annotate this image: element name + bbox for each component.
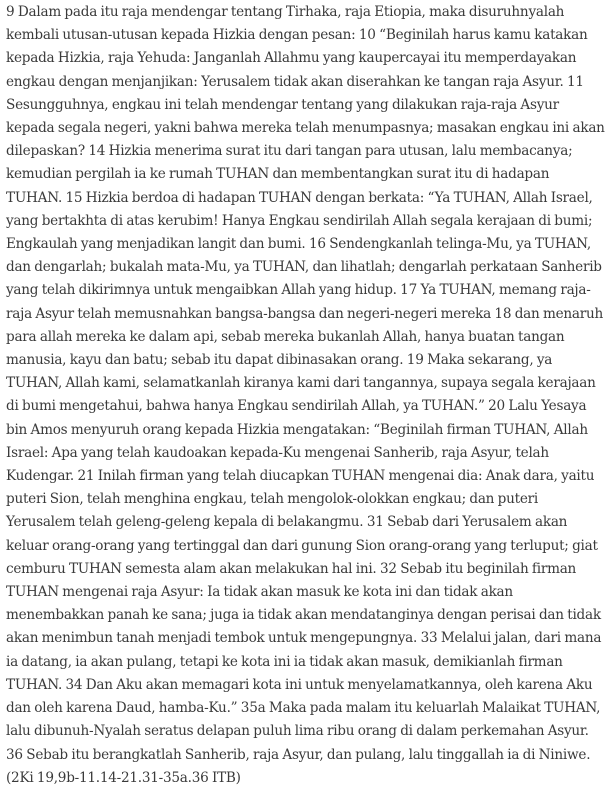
passage-text: 9 Dalam pada itu raja mendengar tentang Tirhaka, raja Etiopia, maka disuruhnyalah kembali utusan-utusan kepada Hizkia dengan pesan: 10 “Beginilah harus kamu katakan kepada Hizkia, raja Yehuda: Janganlah Allahmu yang kaupercayai itu memperdayakan engkau dengan menjanjikan: Yerusalem tidak akan diserahkan ke tangan raja Asyur. 11 Sesungguhnya, engkau ini telah mendengar tentang yang dilakukan raja-raja Asyur kepada segala negeri, yakni bahwa mereka telah menumpasnya; masakan engkau ini akan dilepaskan? 14 Hizkia menerima surat itu dari tangan para utusan, lalu membacanya; kemudian pergilah ia ke rumah TUHAN dan membentangkan surat itu di hadapan TUHAN. 15 Hizkia berdoa di hadapan TUHAN dengan berkata: “Ya TUHAN, Allah Israel, yang bertakhta di atas kerubim! Hanya Engkau sendirilah Allah segala kerajaan di bumi; Engkaulah yang menjadikan langit dan bumi. 16 Sendengkanlah telinga-Mu, ya TUHAN, dan dengarlah; bukalah mata-Mu, ya TUHAN, dan lihatlah; dengarlah perkataan Sanherib yang telah dikirimnya untuk mengaibkan Allah yang hidup. 17 Ya TUHAN, memang raja-raja Asyur telah memusnahkan bangsa-bangsa dan negeri-negeri mereka 18 dan menaruh para allah mereka ke dalam api, sebab mereka bukanlah Allah, hanya buatan tangan manusia, kayu dan batu; sebab itu dapat dibinasakan orang. 19 Maka sekarang, ya TUHAN, Allah kami, selamatkanlah kiranya kami dari tangannya, supaya segala kerajaan di bumi mengetahui, bahwa hanya Engkau sendirilah Allah, ya TUHAN.” 20 Lalu Yesaya bin Amos menyuruh orang kepada Hizkia mengatakan: “Beginilah firman TUHAN, Allah Israel: Apa yang telah kaudoakan kepada-Ku mengenai Sanherib, raja Asyur, telah Kudengar. 21 Inilah firman yang telah diucapkan TUHAN mengenai dia: Anak dara, yaitu puteri Sion, telah menghina engkau, telah mengolok-olokkan engkau; dan puteri Yerusalem telah geleng-geleng kepala di belakangmu. 31 Sebab dari Yerusalem akan keluar orang-orang yang tertinggal dan dari gunung Sion orang-orang yang terluput; giat cemburu TUHAN semesta alam akan melakukan hal ini. 32 Sebab itu beginilah firman TUHAN mengenai raja Asyur: Ia tidak akan masuk ke kota ini dan tidak akan menembakkan panah ke sana; juga ia tidak akan mendatanginya dengan perisai dan tidak akan menimbun tanah menjadi tembok untuk mengepungnya. 33 Melalui jalan, dari mana ia datang, ia akan pulang, tetapi ke kota ini ia tidak akan masuk, demikianlah firman TUHAN. 34 Dan Aku akan memagari kota ini untuk menyelamatkannya, oleh karena Aku dan oleh karena Daud, hamba-Ku.” 35a Maka pada malam itu keluarlah Malaikat TUHAN, lalu dibunuh-Nyalah seratus delapan puluh lima ribu orang di dalam perkemahan Asyur. 36 Sebab itu berangkatlah Sanherib, raja Asyur, dan pulang, lalu tinggallah ia di Niniwe. (2Ki 19,9b-11.14-21.31-35a.36 ITB) [6,4,605,786]
